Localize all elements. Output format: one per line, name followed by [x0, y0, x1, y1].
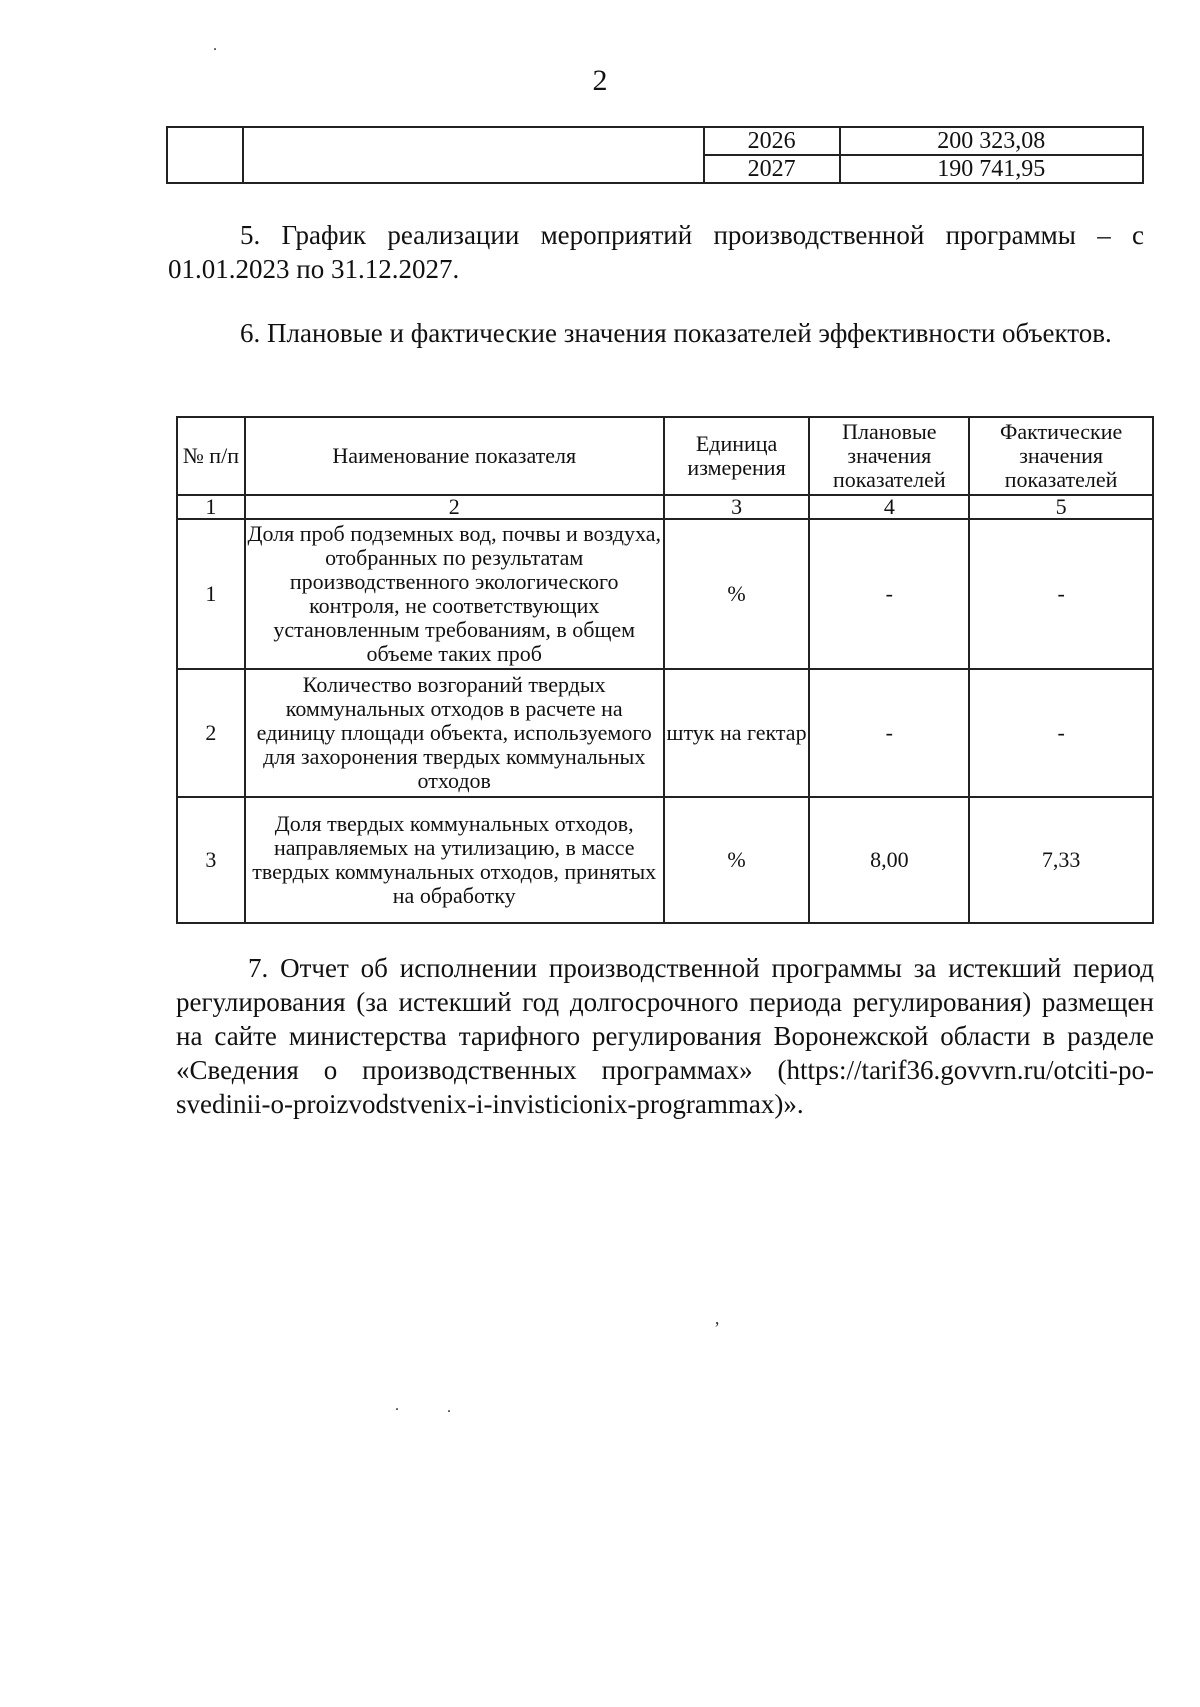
- column-number: 1: [177, 495, 245, 519]
- section-6-paragraph: 6. Плановые и фактические значения показателей эффективности объектов.: [240, 318, 1112, 348]
- column-number: 5: [969, 495, 1153, 519]
- table-cell: [243, 127, 704, 183]
- scan-speck: ˙: [394, 1404, 400, 1424]
- column-number: 2: [245, 495, 664, 519]
- column-number-row: [177, 495, 1153, 519]
- column-number: 4: [809, 495, 969, 519]
- row-number: 3: [177, 797, 245, 923]
- scan-speck: ˙: [212, 44, 218, 64]
- header-cell-number: № п/п: [177, 417, 245, 495]
- value-cell: 200 323,08: [840, 127, 1143, 155]
- row-number: 1: [177, 519, 245, 669]
- scan-speck: ‚: [714, 1308, 720, 1328]
- indicator-unit: %: [664, 797, 810, 923]
- indicator-fact: -: [969, 669, 1153, 797]
- indicator-fact: -: [969, 519, 1153, 669]
- scan-speck: ˙: [446, 1406, 452, 1426]
- year-cell: 2027: [704, 155, 840, 183]
- table-row: [167, 127, 1143, 155]
- indicator-name: Доля проб подземных вод, почвы и воздуха, отобранных по результатам производственного экологического контроля, не соответствующих установленным требованиям, в общем объеме таких проб: [245, 519, 664, 669]
- header-cell-name: Наименование показателя: [245, 417, 664, 495]
- indicator-name: Доля твердых коммунальных отходов, направляемых на утилизацию, в массе твердых коммунальных отходов, принятых на обработку: [245, 797, 664, 923]
- indicator-unit: штук на гектар: [664, 669, 810, 797]
- row-number: 2: [177, 669, 245, 797]
- indicator-plan: 8,00: [809, 797, 969, 923]
- budget-table-continuation: [166, 126, 1144, 184]
- table-row: [177, 797, 1153, 923]
- table-row: [177, 669, 1153, 797]
- header-cell-fact: Фактические значения показателей: [969, 417, 1153, 495]
- indicator-fact: 7,33: [969, 797, 1153, 923]
- value-cell: 190 741,95: [840, 155, 1143, 183]
- indicators-table: [176, 416, 1154, 924]
- column-number: 3: [664, 495, 810, 519]
- table-cell: [167, 127, 243, 183]
- header-cell-unit: Единица измерения: [664, 417, 810, 495]
- section-5-paragraph: 5. График реализации мероприятий производственной программы – с 01.01.2023 по 31.12.2027.: [168, 220, 1144, 284]
- year-cell: 2026: [704, 127, 840, 155]
- table-header-row: [177, 417, 1153, 495]
- indicator-unit: %: [664, 519, 810, 669]
- table-row: [177, 519, 1153, 669]
- indicator-name: Количество возгораний твердых коммунальных отходов в расчете на единицу площади объекта, используемого для захоронения твердых коммунальных отходов: [245, 669, 664, 797]
- page-number: 2: [592, 64, 608, 97]
- header-cell-plan: Плановые значения показателей: [809, 417, 969, 495]
- indicator-plan: -: [809, 669, 969, 797]
- section-7-paragraph: 7. Отчет об исполнении производственной программы за истекший период регулирования (за истекший год долгосрочного периода регулирования) размещен на сайте министерства тарифного регулирования Воронежской области в разделе «Сведения о производственных программах» (https://tarif36.govvrn.ru/otciti-po-svedinii-o-proizvodstvenix-i-invisticionix-programmax)».: [176, 953, 1154, 1119]
- indicator-plan: -: [809, 519, 969, 669]
